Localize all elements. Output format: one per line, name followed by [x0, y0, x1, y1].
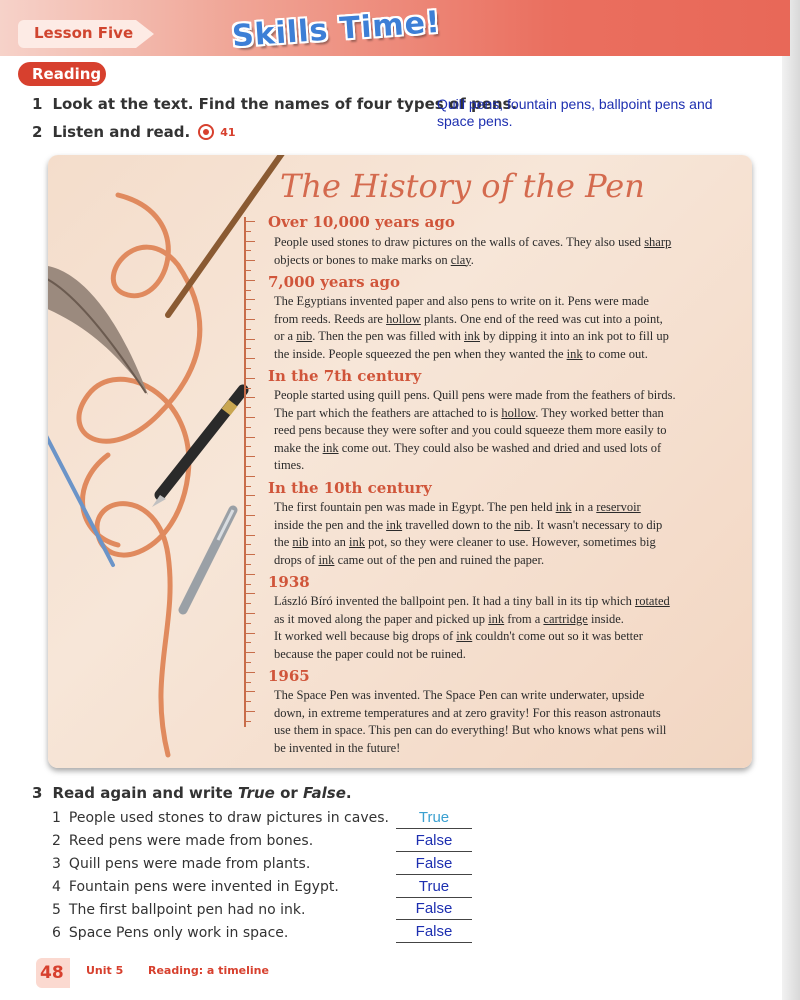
ruler-tick: [245, 388, 251, 389]
ruler-tick: [245, 642, 251, 643]
answer-field[interactable]: True: [418, 878, 450, 895]
text-line: use them in space. This pen can do everything! But who knows what pens will: [274, 723, 667, 738]
text-line: make the ink come out. They could also be washed and dried and used lots of: [274, 440, 662, 455]
exercise-item: 1 People used stones to draw pictures in caves.: [52, 810, 389, 826]
text-line: objects or bones to make marks on clay.: [274, 252, 474, 267]
ruler-tick: [245, 290, 251, 291]
instruction-period: .: [345, 784, 352, 802]
ruler-tick: [245, 270, 251, 271]
true-word: True: [238, 784, 275, 802]
timeline-heading: 7,000 years ago: [268, 273, 400, 291]
ruler-tick: [245, 241, 255, 242]
text-line: The Space Pen was invented. The Space Pen can write underwater, upside: [274, 688, 645, 702]
ruler-tick: [245, 691, 255, 692]
answer-field[interactable]: False: [415, 900, 453, 917]
ruler-tick: [245, 554, 255, 555]
or-word: or: [274, 784, 303, 802]
footer-subtitle: Reading: a timeline: [148, 964, 269, 977]
ruler-tick: [245, 299, 255, 300]
ruler-tick: [245, 505, 251, 506]
text-line: drops of ink came out of the pen and ruined the paper.: [274, 552, 545, 567]
page-number: 48: [36, 958, 70, 988]
question-2: [32, 123, 236, 141]
ruler-tick: [245, 711, 255, 712]
silver-space-pen-icon: [183, 510, 233, 610]
question-number: 2: [32, 123, 43, 141]
text-line: People used stones to draw pictures on the walls of caves. They also used sharp: [274, 235, 672, 249]
answer-field[interactable]: False: [415, 855, 453, 872]
ruler-tick: [245, 407, 251, 408]
lesson-label: Lesson Five: [18, 20, 136, 48]
ruler-tick: [245, 437, 255, 438]
text-line: the nib into an ink pot, so they were cleaner to use. However, sometimes big: [274, 535, 656, 550]
question-text: Listen and read.: [52, 123, 191, 141]
ruler-tick: [245, 652, 255, 653]
answer-field[interactable]: True: [418, 809, 450, 826]
ruler-tick: [245, 515, 255, 516]
ruler-tick: [245, 633, 255, 634]
lesson-tab-arrow: [136, 20, 154, 48]
ruler-tick: [245, 309, 251, 310]
ruler-tick: [245, 574, 255, 575]
ruler-tick: [245, 525, 251, 526]
ruler-tick: [245, 672, 255, 673]
ruler-tick: [245, 486, 251, 487]
text-line: as it moved along the paper and picked up ink from a cartridge inside.: [274, 611, 624, 626]
answer-line: [396, 851, 472, 852]
ruler-tick: [245, 348, 251, 349]
text-line: from reeds. Reeds are hollow plants. One end of the reed was cut into a point,: [274, 311, 663, 326]
wooden-stylus-icon: [168, 155, 288, 315]
ruler-tick: [245, 358, 255, 359]
answer-line: [396, 828, 472, 829]
text-line: or a nib. Then the pen was filled with ink by dipping it into an ink pot to fill up: [274, 329, 669, 344]
ruler-tick: [245, 319, 255, 320]
timeline-heading: 1938: [268, 573, 310, 591]
section-label: Reading: [18, 62, 106, 86]
text-line: be invented in the future!: [274, 740, 401, 755]
ruler-tick: [245, 603, 251, 604]
exercise-item: 2 Reed pens were made from bones.: [52, 833, 314, 849]
page-title: Skills Time!: [231, 4, 442, 55]
ruler-tick: [245, 427, 251, 428]
ruler-tick: [245, 231, 251, 232]
ruler-tick: [245, 613, 255, 614]
ruler-tick: [245, 221, 255, 222]
exercise-item: 5 The first ballpoint pen had no ink.: [52, 902, 306, 918]
text-line: The part which the feathers are attached to is hollow. They worked better than: [274, 405, 664, 420]
timeline-text: [274, 687, 734, 757]
text-line: the inside. People squeezed the pen when they wanted the ink to come out.: [274, 346, 648, 361]
ruler-tick: [245, 368, 251, 369]
ruler-tick: [245, 397, 255, 398]
answer-line: [396, 874, 472, 875]
text-line: down, in extreme temperatures and at zero gravity! For this reason astronauts: [274, 705, 661, 720]
page-edge: [782, 0, 800, 1000]
ruler-tick: [245, 701, 251, 702]
exercise-item: 6 Space Pens only work in space.: [52, 925, 289, 941]
ruler-tick: [245, 339, 255, 340]
ruler-tick: [245, 260, 255, 261]
exercise-item: 3 Quill pens were made from plants.: [52, 856, 311, 872]
ruler-tick: [245, 476, 255, 477]
question-number: 1: [32, 95, 43, 113]
ruler-tick: [245, 446, 251, 447]
ruler-tick: [245, 495, 255, 496]
question-number: 3: [32, 784, 43, 802]
timeline-ruler: [244, 217, 246, 727]
ruler-tick: [245, 544, 251, 545]
text-line: times.: [274, 458, 305, 473]
ruler-tick: [245, 466, 251, 467]
answer-line: [396, 897, 472, 898]
answer-line: [396, 919, 472, 920]
ruler-tick: [245, 417, 255, 418]
timeline-heading: Over 10,000 years ago: [268, 213, 455, 231]
ruler-tick: [245, 250, 251, 251]
ruler-tick: [245, 593, 255, 594]
timeline-text: [274, 293, 734, 363]
ruler-tick: [245, 564, 251, 565]
answer-line: [396, 942, 472, 943]
audio-track-number: 41: [220, 126, 236, 139]
text-line: László Bíró invented the ballpoint pen. It had a tiny ball in its tip which rotated: [274, 594, 670, 608]
timeline-text: [274, 499, 734, 569]
ruler-tick: [245, 280, 255, 281]
text-line: It worked well because big drops of ink couldn't come out so it was better: [274, 629, 643, 644]
text-line: inside the pen and the ink travelled down to the nib. It wasn't necessary to dip: [274, 517, 663, 532]
ruler-tick: [245, 662, 251, 663]
timeline-text: [274, 234, 734, 269]
false-word: False: [303, 784, 346, 802]
feather-quill-icon: [48, 265, 148, 395]
question-1-answer: Quill pens, fountain pens, ballpoint pens and space pens.: [437, 96, 713, 129]
exercise-item: 4 Fountain pens were invented in Egypt.: [52, 879, 339, 895]
ruler-tick: [245, 535, 255, 536]
ruler-tick: [245, 378, 255, 379]
timeline-heading: In the 7th century: [268, 367, 422, 385]
unit-label: Unit 5: [86, 964, 124, 977]
instruction-text: Read again and write: [52, 784, 238, 802]
timeline-text: [274, 387, 734, 475]
timeline-text: [274, 593, 734, 663]
ruler-tick: [245, 584, 251, 585]
article-card: [48, 155, 752, 768]
audio-cd-icon[interactable]: [198, 124, 214, 140]
answer-field[interactable]: False: [415, 832, 453, 849]
text-line: The Egyptians invented paper and also pens to write on it. Pens were made: [274, 294, 649, 308]
question-3: [32, 784, 352, 802]
ruler-tick: [245, 329, 251, 330]
text-line: People started using quill pens. Quill pens were made from the feathers of birds.: [274, 388, 676, 402]
ruler-tick: [245, 623, 251, 624]
timeline-heading: 1965: [268, 667, 310, 685]
text-line: The first fountain pen was made in Egypt. The pen held ink in a reservoir: [274, 500, 641, 514]
ruler-tick: [245, 456, 255, 457]
text-line: reed pens because they were softer and you could squeeze them more easily to: [274, 423, 667, 438]
ruler-tick: [245, 721, 251, 722]
timeline-heading: In the 10th century: [268, 479, 432, 497]
answer-field[interactable]: False: [415, 923, 453, 940]
article-title: The History of the Pen: [280, 167, 645, 205]
ruler-tick: [245, 682, 251, 683]
text-line: because the paper could not be ruined.: [274, 646, 466, 661]
question-text: Look at the text. Find the names of four types of pens.: [52, 95, 518, 113]
